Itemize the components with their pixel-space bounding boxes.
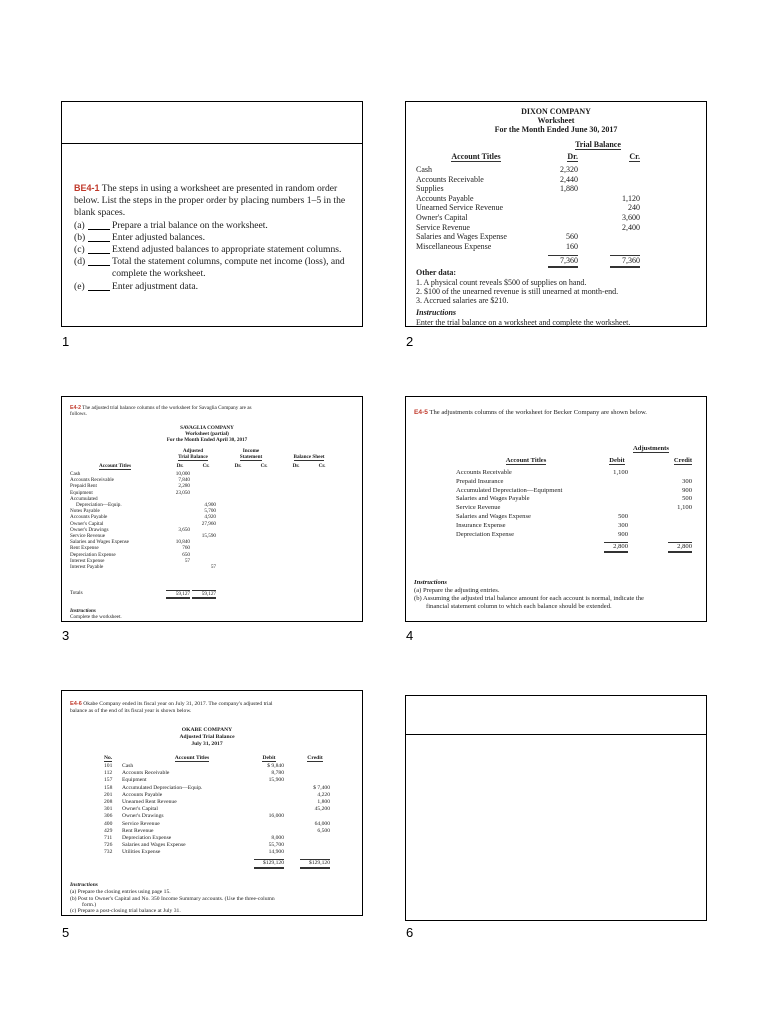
instructions-title: Instructions [70,608,96,614]
amount-debit: 8,000 [271,835,284,841]
total-dr: 7,360 [548,255,578,268]
group-header: Balance Sheet [293,454,325,460]
statement-period: For the Month Ended April 30, 2017 [166,437,248,443]
amount-credit: 4,220 [317,791,330,798]
column-header-account: Account Titles [451,152,501,161]
amount-credit: 64,000 [314,820,330,827]
account-title: Interest Expense [70,557,105,564]
amount-dr: 650 [182,551,190,558]
instructions-text: Enter the trial balance on a worksheet and complete the worksheet. [416,318,631,327]
slide-1 [61,101,363,327]
question-intro: E4-5 The adjustments columns of the worksheet for Becker Company are shown below. [414,409,647,416]
slide-4 [405,396,707,622]
account-title: Rent Revenue [122,827,154,834]
list-item: (d) Total the statement columns, compute net income (loss), and complete the worksheet. [74,256,345,280]
account-title: Accumulated [70,495,98,502]
account-title: Depreciation—Equip. [76,502,122,508]
account-title: Unearned Service Revenue [416,203,504,213]
amount-dr: 760 [182,545,190,552]
account-number: 158 [104,784,113,791]
account-title: Depreciation Expense [70,551,116,558]
group-header: Adjusted [182,448,204,454]
account-title: Unearned Rent Revenue [122,799,177,805]
totals-label: Totals [70,590,83,596]
account-number: 732 [104,849,113,856]
instructions-text: form.) [82,902,97,908]
company-name: DIXON COMPANY [521,107,591,116]
answer-blank [88,220,110,230]
account-title: Salaries and Wages Expense [122,842,186,849]
amount-debit: 500 [618,513,628,520]
amount-dr: 2,440 [560,174,578,184]
amount-credit: 300 [682,477,692,485]
amount-credit: 1,100 [677,504,692,512]
total-cr: 59,127 [192,590,216,599]
question-intro: E4-6 Okabe Company ended its fiscal year on July 31, 2017. The company's adjusted trial [70,701,273,707]
page-number: 4 [406,628,414,643]
account-title: Service Revenue [122,820,160,827]
column-header-cr: Cr. [318,463,326,469]
account-title: Interest Payable [70,564,104,570]
instructions-text: (b) Assuming the adjusted trial balance amount for each account is normal, indicate the [414,595,644,602]
question-intro-cont: balance as of the end of its fiscal year is shown below. [70,708,192,714]
page-number: 1 [62,334,70,349]
account-title: Rent Expense [70,545,99,552]
list-item: (c) Extend adjusted balances to appropriate statement columns. [74,244,342,256]
account-title: Cash [416,165,432,174]
amount-cr: 2,400 [622,222,640,232]
account-title: Owner's Drawings [70,526,109,533]
question-intro-cont: follows. [70,411,87,417]
instructions-text: financial statement column to which each balance should be extended. [426,603,612,610]
slide-5 [61,690,363,916]
amount-credit: 500 [682,495,692,503]
question-intro: E4-2 The adjusted trial balance columns of the worksheet for Savaglia Company are as [70,405,252,411]
account-number: 101 [104,763,113,769]
account-title: Salaries and Wages Expense [70,539,129,546]
total-debit: 2,800 [604,542,628,553]
account-title: Equipment [122,777,147,784]
column-header-account: Account Titles [174,755,210,761]
list-item: (a) Prepare a trial balance on the worksheet. [74,219,268,231]
account-title: Notes Payable [70,508,100,515]
slide-6 [405,695,707,921]
company-name: OKABE COMPANY [181,727,233,733]
account-title: Cash [70,471,81,477]
statement-title: Worksheet (partial) [185,431,229,437]
account-title: Depreciation Expense [122,835,172,841]
question-intro: The steps in using a worksheet are presented in random order below. List the steps in the proper order by placing numbers 1–5 in the blank spaces. [74,183,346,219]
amount-debit: 8,780 [271,770,284,777]
column-header-credit: Credit [673,457,693,464]
slide-2 [405,101,707,327]
account-title: Utilities Expense [122,849,161,856]
column-header-dr: Dr. [567,152,578,161]
amount-cr: 3,600 [622,213,640,222]
company-name: SAVAGLIA COMPANY [180,425,234,431]
account-title: Accounts Payable [122,791,163,798]
account-title: Cash [122,763,134,769]
slide-3 [61,396,363,622]
instructions-text: (c) Prepare a post-closing trial balance at July 31. [70,908,181,914]
statement-title: Adjusted Trial Balance [179,734,235,740]
total-credit: $129,120 [300,859,330,869]
account-title: Service Revenue [456,504,501,512]
amount-cr: 4,900 [204,502,216,508]
account-number: 112 [104,770,113,777]
amount-debit: 900 [618,530,628,538]
amount-debit: $ 9,840 [267,763,284,769]
list-item: (e) Enter adjustment data. [74,280,199,292]
instructions-title: Instructions [416,308,457,317]
account-title: Equipment [70,489,93,496]
account-title: Supplies [416,184,444,194]
column-header-dr: Dr. [234,463,242,469]
amount-cr: 240 [628,203,640,213]
amount-dr: 7,840 [178,477,190,484]
account-title: Accumulated Depreciation—Equip. [122,784,203,791]
group-header: Income [242,448,260,454]
title-divider [62,143,362,144]
statement-title: Worksheet [537,116,575,125]
page-number: 3 [62,628,70,643]
amount-cr: 57 [210,564,216,570]
column-header-dr: Dr. [292,463,300,469]
instructions-text: (b) Post to Owner's Capital and No. 350 Income Summary accounts. (Use the three-column [70,896,275,902]
be4-1-question [74,182,352,293]
account-title: Owner's Capital [416,213,468,222]
account-title: Accounts Receivable [122,770,170,777]
column-header-account: Account Titles [99,463,131,469]
account-number: 726 [104,842,113,849]
group-header: Trial Balance [575,140,621,149]
instructions-text: Complete the worksheet. [70,614,122,620]
column-header-cr: Cr. [629,152,640,161]
answer-blank [88,256,110,266]
answer-blank [88,232,110,242]
account-title: Salaries and Wages Payable [456,495,530,503]
account-title: Insurance Expense [456,521,506,529]
amount-dr: 10,840 [175,539,190,546]
account-number: 400 [104,820,113,827]
amount-dr: 2,280 [178,483,190,490]
answer-blank [88,281,110,291]
amount-debit: 16,000 [268,813,284,820]
amount-debit: 1,100 [613,469,628,476]
amount-credit: 1,800 [317,799,330,805]
instructions-text: (a) Prepare the adjusting entries. [414,587,500,594]
other-data-item: 3. Accrued salaries are $210. [416,296,509,305]
amount-dr: 57 [184,557,190,564]
amount-credit: 45,200 [314,806,330,813]
account-title: Accounts Receivable [456,469,512,476]
amount-dr: 10,000 [175,471,190,477]
amount-cr: 5,700 [204,508,216,515]
account-title: Prepaid Insurance [456,477,504,485]
column-header-debit: Debit [262,755,276,761]
total-credit: 2,800 [668,542,692,553]
total-debit: $129,120 [254,859,284,869]
group-header: Adjustments [633,445,669,452]
list-item: (b) Enter adjusted balances. [74,231,205,243]
account-number: 157 [104,777,113,784]
statement-period: July 31, 2017 [191,741,223,747]
amount-credit: $ 7,400 [313,784,330,791]
account-title: Owner's Capital [70,520,104,527]
statement-period: For the Month Ended June 30, 2017 [494,125,618,134]
other-data-title: Other data: [416,268,457,277]
total-dr: 59,127 [166,590,190,599]
account-number: 711 [104,835,113,841]
instructions-title: Instructions [70,882,98,888]
column-header-credit: Credit [307,755,323,761]
amount-dr: 1,880 [560,184,578,194]
exercise-code: BE4-1 [74,183,100,193]
instructions-text: (a) Prepare the closing entries using page 15. [70,889,171,895]
column-header-dr: Dr. [176,463,184,469]
amount-debit: 15,900 [268,777,284,784]
account-title: Prepaid Rent [70,483,97,490]
column-header-account: Account Titles [505,457,547,464]
total-cr: 7,360 [610,255,640,268]
column-header-debit: Debit [609,457,625,464]
account-number: 208 [104,799,113,805]
column-header-no: No. [104,755,113,761]
amount-debit: 14,900 [268,849,284,856]
answer-blank [88,244,110,254]
group-header: Trial Balance [178,454,208,460]
amount-cr: 1,120 [622,193,640,203]
other-data-item: 1. A physical count reveals $500 of supplies on hand. [416,278,587,287]
group-header: Statement [239,454,263,460]
account-title: Miscellaneous Expense [416,241,492,251]
account-title: Salaries and Wages Expense [416,232,507,242]
account-title: Depreciation Expense [456,530,515,538]
account-number: 201 [104,791,113,798]
amount-cr: 4,920 [204,514,216,521]
column-header-cr: Cr. [202,463,210,469]
amount-debit: 55,700 [268,842,284,849]
other-data-item: 2. $100 of the unearned revenue is still unearned at month-end. [416,287,619,296]
amount-dr: 2,320 [560,165,578,174]
amount-debit: 300 [618,521,628,529]
amount-credit: 6,500 [317,827,330,834]
title-divider [406,734,706,735]
account-number: 301 [104,806,113,813]
account-title: Accounts Receivable [416,174,484,184]
page-number: 6 [406,925,414,940]
account-title: Accounts Receivable [70,477,114,484]
amount-cr: 27,960 [201,520,216,527]
amount-dr: 560 [566,232,578,242]
amount-dr: 23,050 [175,489,190,496]
account-number: 429 [104,827,113,834]
amount-cr: 15,590 [201,533,216,539]
account-title: Salaries and Wages Expense [456,513,531,520]
amount-dr: 160 [566,241,578,251]
page-number: 2 [406,334,414,349]
amount-dr: 3,650 [178,526,190,533]
instructions-title: Instructions [414,579,447,586]
account-title: Accounts Payable [416,193,474,203]
account-title: Service Revenue [70,533,106,539]
amount-credit: 900 [682,486,692,494]
account-title: Service Revenue [416,222,470,232]
page-number: 5 [62,925,70,940]
account-number: 306 [104,813,113,820]
account-title: Owner's Drawings [122,813,164,820]
account-title: Owner's Capital [122,806,158,813]
account-title: Accounts Payable [70,514,108,521]
account-title: Accumulated Depreciation—Equipment [456,486,563,494]
column-header-cr: Cr. [260,463,268,469]
